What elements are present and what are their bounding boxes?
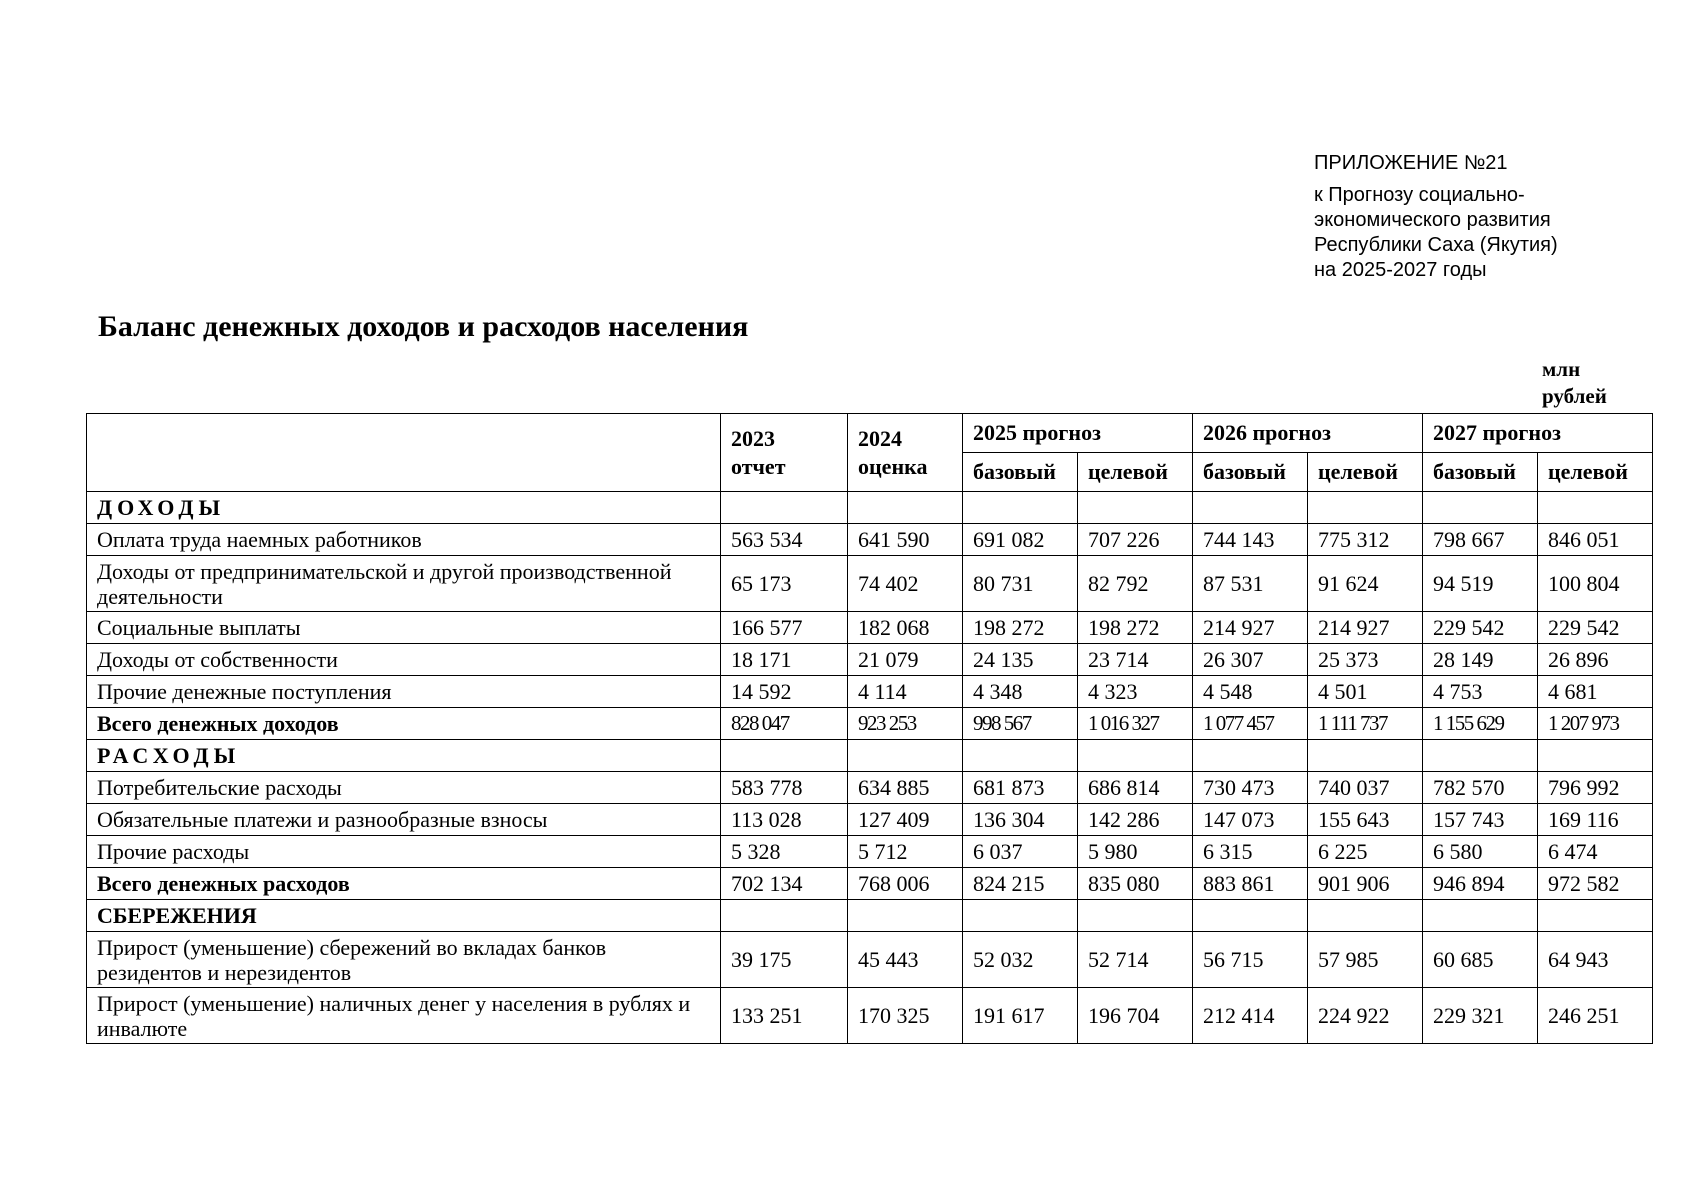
cell: 94 519: [1423, 556, 1538, 612]
appendix-number: ПРИЛОЖЕНИЕ №21: [1314, 152, 1508, 174]
table-row: [87, 524, 1653, 556]
cell: 60 685: [1423, 932, 1538, 988]
cell: 80 731: [963, 556, 1078, 612]
cell: 57 985: [1308, 932, 1423, 988]
balance-table: [86, 413, 1653, 1044]
cell: 21 079: [848, 644, 963, 676]
cell: 169 116: [1538, 804, 1653, 836]
cell: 641 590: [848, 524, 963, 556]
section-row-expenses: [87, 740, 1653, 772]
cell: 214 927: [1193, 612, 1308, 644]
cell: 707 226: [1078, 524, 1193, 556]
cell: 5 980: [1078, 836, 1193, 868]
cell: 198 272: [1078, 612, 1193, 644]
cell: 133 251: [721, 988, 848, 1044]
header-2024-year: 2024: [858, 425, 902, 451]
cell: 4 114: [848, 676, 963, 708]
header-2024: [848, 414, 963, 492]
cell: 6 315: [1193, 836, 1308, 868]
cell: 229 542: [1538, 612, 1653, 644]
cell: 52 032: [963, 932, 1078, 988]
cell: 45 443: [848, 932, 963, 988]
table-row: [87, 772, 1653, 804]
row-label: Доходы от собственности: [87, 644, 721, 676]
cell: 828 047: [721, 708, 848, 740]
cell: 730 473: [1193, 772, 1308, 804]
cell: 229 321: [1423, 988, 1538, 1044]
cell: 740 037: [1308, 772, 1423, 804]
cell: 14 592: [721, 676, 848, 708]
cell: 65 173: [721, 556, 848, 612]
row-label: Прирост (уменьшение) сбережений во вкладах банков резидентов и нерезидентов: [87, 932, 721, 988]
cell: 28 149: [1423, 644, 1538, 676]
total-row-expenses: [87, 868, 1653, 900]
cell: 196 704: [1078, 988, 1193, 1044]
cell: 1 207 973: [1538, 708, 1653, 740]
cell: 147 073: [1193, 804, 1308, 836]
cell: 1 016 327: [1078, 708, 1193, 740]
row-label: Потребительские расходы: [87, 772, 721, 804]
appendix-block: [1314, 152, 1558, 283]
cell: 563 534: [721, 524, 848, 556]
cell: 744 143: [1193, 524, 1308, 556]
table-row: [87, 804, 1653, 836]
appendix-line-3: Республики Саха (Якутия): [1314, 234, 1558, 256]
cell: 64 943: [1538, 932, 1653, 988]
cell: 6 037: [963, 836, 1078, 868]
cell: 782 570: [1423, 772, 1538, 804]
cell: 191 617: [963, 988, 1078, 1044]
cell: 91 624: [1308, 556, 1423, 612]
row-label: Прочие денежные поступления: [87, 676, 721, 708]
table-row: [87, 676, 1653, 708]
document-title: Баланс денежных доходов и расходов населения: [98, 310, 749, 343]
cell: 24 135: [963, 644, 1078, 676]
row-label: Доходы от предпринимательской и другой производственной деятельности: [87, 556, 721, 612]
cell: 1 111 737: [1308, 708, 1423, 740]
table-row: [87, 644, 1653, 676]
cell: 127 409: [848, 804, 963, 836]
unit-label: [1542, 356, 1607, 410]
cell: 5 712: [848, 836, 963, 868]
cell: 6 225: [1308, 836, 1423, 868]
table-row: [87, 612, 1653, 644]
appendix-line-2: экономического развития: [1314, 209, 1551, 231]
cell: 100 804: [1538, 556, 1653, 612]
row-label: Всего денежных доходов: [87, 708, 721, 740]
section-expenses: РАСХОДЫ: [87, 740, 721, 772]
cell: 155 643: [1308, 804, 1423, 836]
cell: 18 171: [721, 644, 848, 676]
cell: 214 927: [1308, 612, 1423, 644]
cell: 883 861: [1193, 868, 1308, 900]
header-2026: 2026 прогноз: [1193, 414, 1423, 453]
row-label: Прочие расходы: [87, 836, 721, 868]
cell: 775 312: [1308, 524, 1423, 556]
cell: 686 814: [1078, 772, 1193, 804]
table-row: [87, 836, 1653, 868]
cell: 246 251: [1538, 988, 1653, 1044]
cell: 824 215: [963, 868, 1078, 900]
cell: 212 414: [1193, 988, 1308, 1044]
cell: 846 051: [1538, 524, 1653, 556]
cell: 583 778: [721, 772, 848, 804]
header-2026-base: базовый: [1193, 453, 1308, 492]
cell: 142 286: [1078, 804, 1193, 836]
total-row-income: [87, 708, 1653, 740]
header-2025: 2025 прогноз: [963, 414, 1193, 453]
cell: 198 272: [963, 612, 1078, 644]
cell: 634 885: [848, 772, 963, 804]
cell: 4 548: [1193, 676, 1308, 708]
cell: 23 714: [1078, 644, 1193, 676]
appendix-line-1: к Прогнозу социально-: [1314, 184, 1525, 206]
table-row: [87, 988, 1653, 1044]
cell: 26 307: [1193, 644, 1308, 676]
header-2023-year: 2023: [731, 425, 775, 451]
section-row-income: [87, 492, 1653, 524]
row-label: Прирост (уменьшение) наличных денег у населения в рублях и инвалюте: [87, 988, 721, 1044]
cell: 113 028: [721, 804, 848, 836]
header-2023-sub: отчет: [731, 453, 786, 479]
unit-line-1: млн: [1542, 357, 1581, 381]
appendix-line-4: на 2025-2027 годы: [1314, 259, 1487, 281]
header-2027-base: базовый: [1423, 453, 1538, 492]
header-2025-base: базовый: [963, 453, 1078, 492]
cell: 4 348: [963, 676, 1078, 708]
cell: 4 681: [1538, 676, 1653, 708]
header-row-1: [87, 414, 1653, 453]
cell: 4 753: [1423, 676, 1538, 708]
table-row: [87, 932, 1653, 988]
cell: 229 542: [1423, 612, 1538, 644]
header-blank: [87, 414, 721, 492]
cell: 82 792: [1078, 556, 1193, 612]
cell: 1 077 457: [1193, 708, 1308, 740]
table-row: [87, 556, 1653, 612]
cell: 6 580: [1423, 836, 1538, 868]
header-2025-target: целевой: [1078, 453, 1193, 492]
cell: 972 582: [1538, 868, 1653, 900]
cell: 4 501: [1308, 676, 1423, 708]
header-2027-target: целевой: [1538, 453, 1653, 492]
cell: 923 253: [848, 708, 963, 740]
cell: 4 323: [1078, 676, 1193, 708]
header-2027: 2027 прогноз: [1423, 414, 1653, 453]
cell: 768 006: [848, 868, 963, 900]
cell: 56 715: [1193, 932, 1308, 988]
header-2026-target: целевой: [1308, 453, 1423, 492]
section-income: ДОХОДЫ: [87, 492, 721, 524]
unit-line-2: рублей: [1542, 384, 1607, 408]
cell: 1 155 629: [1423, 708, 1538, 740]
cell: 901 906: [1308, 868, 1423, 900]
section-row-savings: [87, 900, 1653, 932]
cell: 182 068: [848, 612, 963, 644]
cell: 691 082: [963, 524, 1078, 556]
cell: 52 714: [1078, 932, 1193, 988]
cell: 5 328: [721, 836, 848, 868]
cell: 157 743: [1423, 804, 1538, 836]
cell: 798 667: [1423, 524, 1538, 556]
cell: 796 992: [1538, 772, 1653, 804]
header-2024-sub: оценка: [858, 453, 928, 479]
cell: 87 531: [1193, 556, 1308, 612]
row-label: Всего денежных расходов: [87, 868, 721, 900]
row-label: Обязательные платежи и разнообразные взносы: [87, 804, 721, 836]
cell: 136 304: [963, 804, 1078, 836]
section-savings: СБЕРЕЖЕНИЯ: [87, 900, 721, 932]
cell: 166 577: [721, 612, 848, 644]
header-2023: [721, 414, 848, 492]
cell: 998 567: [963, 708, 1078, 740]
cell: 26 896: [1538, 644, 1653, 676]
cell: 702 134: [721, 868, 848, 900]
cell: 25 373: [1308, 644, 1423, 676]
cell: 835 080: [1078, 868, 1193, 900]
cell: 39 175: [721, 932, 848, 988]
cell: 946 894: [1423, 868, 1538, 900]
cell: 74 402: [848, 556, 963, 612]
cell: 224 922: [1308, 988, 1423, 1044]
cell: 170 325: [848, 988, 963, 1044]
row-label: Оплата труда наемных работников: [87, 524, 721, 556]
cell: 6 474: [1538, 836, 1653, 868]
cell: 681 873: [963, 772, 1078, 804]
row-label: Социальные выплаты: [87, 612, 721, 644]
